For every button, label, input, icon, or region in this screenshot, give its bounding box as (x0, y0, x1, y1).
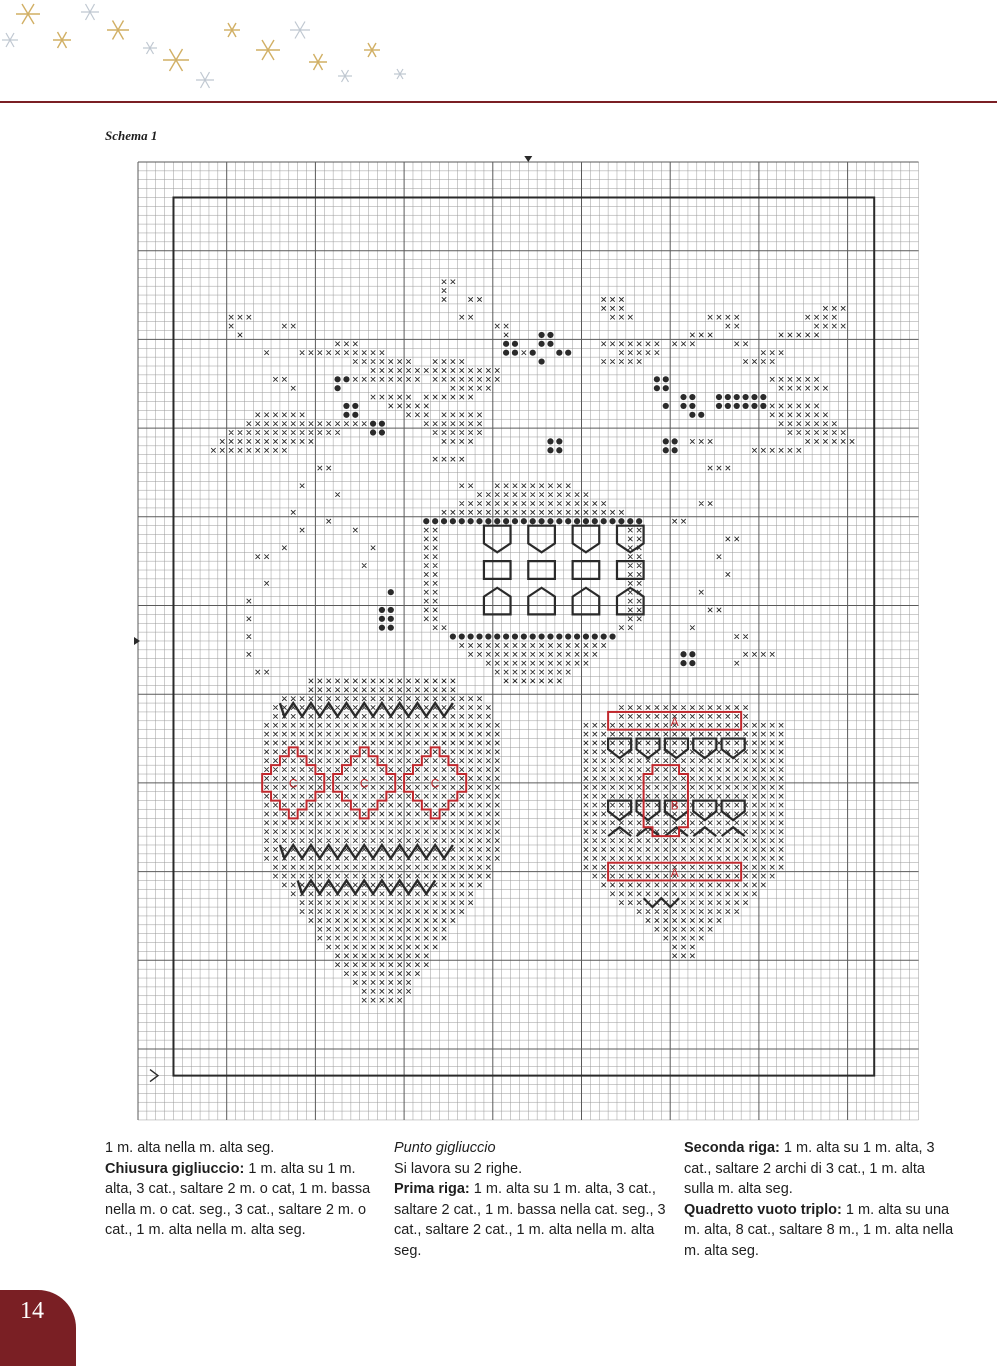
page-number: 14 (20, 1298, 44, 1324)
label-c-2: C (359, 776, 369, 791)
col3-text-2: 1 m. alta su una m. alta, 8 cat., saltare 8 m., 1 m. alta nella m. alta seg. (684, 1201, 954, 1259)
text-column-3 (684, 1138, 954, 1262)
col3-term-1: Seconda riga: (684, 1140, 780, 1156)
col2-heading: Punto gigliuccio (394, 1140, 496, 1156)
label-c-1: C (288, 776, 298, 791)
start-arrow-top (524, 156, 532, 162)
ornament-band-right (608, 739, 745, 908)
col1-term: Chiusura gigliuccio: (105, 1160, 245, 1177)
col1-intro: 1 m. alta nella m. alta seg. (105, 1140, 275, 1156)
text-column-1 (105, 1138, 380, 1241)
label-b: B (670, 798, 679, 813)
label-a-bottom: A (670, 865, 679, 880)
schema-title: Schema 1 (105, 128, 158, 143)
col3-text-1: 1 m. alta su 1 m. alta, 3 cat., saltare 2 archi di 3 cat., 1 m. alta sulla m. alta seg. (684, 1140, 935, 1198)
col2-term: Prima riga: (394, 1181, 470, 1198)
chart-grid (138, 162, 919, 1120)
label-a-top: A (670, 715, 679, 730)
col2-intro: Si lavora su 2 righe. (394, 1160, 523, 1177)
start-arrow-left (134, 637, 140, 645)
label-c-3: C (430, 776, 440, 791)
col1-text: 1 m. alta su 1 m. alta, 3 cat., saltare 2 m. o cat, 1 m. bassa nella m. o cat. seg., 3 cat., saltare 2 m. o cat., 1 m. alta nella m. alta seg. (105, 1160, 371, 1239)
text-column-2 (394, 1138, 669, 1262)
col2-text: 1 m. alta su 1 m. alta, 3 cat., saltare 2 cat., 1 m. bassa nella cat. seg., 3 cat., saltare 2 cat., 1 m. alta nella m. alta seg. (394, 1181, 666, 1259)
col3-term-2: Quadretto vuoto triplo: (684, 1201, 842, 1218)
